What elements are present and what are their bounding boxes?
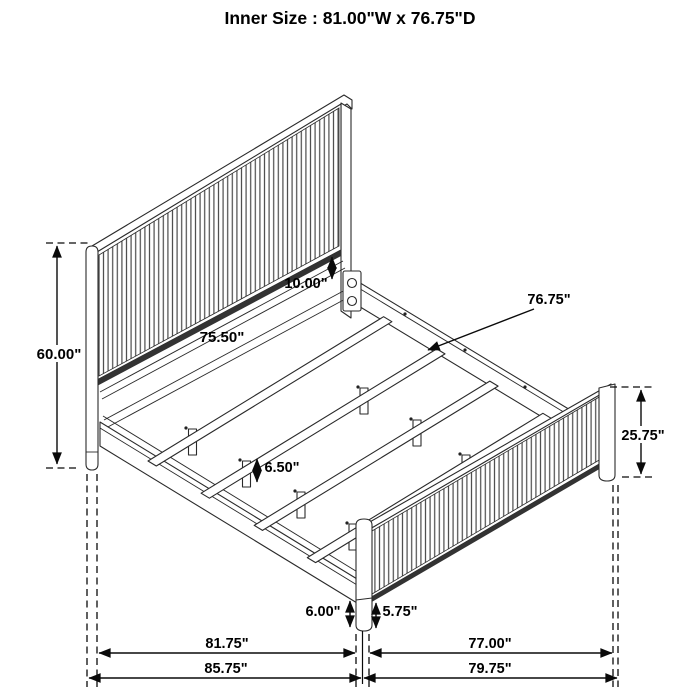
headboard-left-post — [86, 246, 98, 470]
footboard-front-leg — [356, 519, 372, 631]
leader-line-rail-depth — [428, 309, 534, 350]
dim-label-headboard-height: 60.00" — [36, 346, 82, 363]
footboard-slats — [372, 393, 606, 594]
bed-slat — [201, 349, 445, 498]
footboard — [356, 384, 615, 631]
bracket-hole — [348, 279, 357, 288]
dim-label-base-width-inner: 81.75" — [205, 636, 249, 652]
dim-label-base-depth-overall: 79.75" — [468, 661, 512, 677]
dim-label-center-leg: 6.50" — [264, 460, 300, 476]
footboard-right-leg — [599, 384, 615, 481]
dim-label-front-leg: 6.00" — [305, 604, 341, 620]
page-title: Inner Size : 81.00"W x 76.75"D — [224, 8, 476, 28]
dim-label-rail-depth: 76.75" — [527, 292, 571, 308]
dim-label-base-width-overall: 85.75" — [204, 661, 248, 677]
dim-label-inner-width: 75.50" — [199, 329, 245, 346]
bracket-hole — [348, 297, 357, 306]
dim-label-footboard-height: 25.75" — [621, 428, 665, 444]
dim-label-headboard-gap: 10.00" — [284, 276, 328, 292]
dim-label-base-depth-inner: 77.00" — [468, 636, 512, 652]
left-side-rail — [100, 422, 362, 606]
dim-label-footboard-leg: 5.75" — [382, 604, 418, 620]
